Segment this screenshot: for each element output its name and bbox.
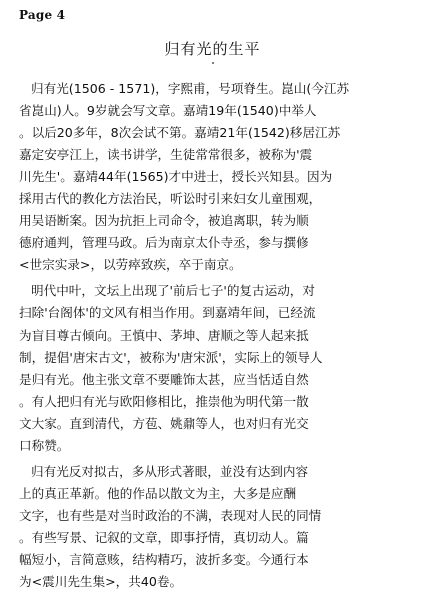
text-line: 省崑山)人。9岁就会写文章。嘉靖19年(1540)中举人	[19, 103, 317, 119]
text-line: <世宗实录>，以劳瘁致疾，卒于南京。	[19, 257, 242, 273]
text-line: 归有光反对拟古，多从形式著眼，並没有达到内容	[31, 463, 309, 479]
page-number: Page 4	[19, 8, 66, 22]
text-line: 。以后20多年，8次会试不第。嘉靖21年(1542)移居江苏	[19, 125, 341, 141]
scan-speck	[212, 62, 214, 64]
text-line: 制，提倡'唐宋古文'，被称为'唐宋派'，实际上的领导人	[19, 349, 323, 365]
text-line: 口称赞。	[19, 437, 70, 453]
text-line: 扫除'台阁体'的文风有相当作用。到嘉靖年间，已经流	[19, 305, 316, 321]
text-line: 採用古代的教化方法治民，听讼时引来妇女儿童围观，	[19, 191, 322, 207]
text-line: 为<震川先生集>，共40卷。	[19, 574, 183, 590]
text-line: 川先生'。嘉靖44年(1565)才中进士，授长兴知县。因为	[19, 169, 333, 185]
text-line: 。有些写景、记叙的文章，即事抒情，真切动人。篇	[19, 529, 309, 545]
page-title: 归有光的生平	[164, 40, 261, 58]
text-line: 明代中叶，文坛上出现了'前后七子'的复古运动，对	[31, 283, 315, 299]
paragraph-biography	[19, 78, 411, 276]
paragraph-works	[19, 461, 411, 593]
text-line: 嘉定安亭江上，读书讲学，生徒常常很多，被称为'震	[19, 147, 313, 163]
text-line: 上的真正革新。他的作品以散文为主，大多是应酬	[19, 485, 297, 501]
text-line: 德府通判，管理马政。后为南京太仆寺丞，参与撰修	[19, 235, 309, 251]
text-line: 文大家。直到清代，方苞、姚鼐等人，也对归有光交	[19, 415, 309, 431]
text-line: 归有光(1506 - 1571)，字熙甫，号项脊生。崑山(今江苏	[31, 81, 350, 96]
paragraph-literary-context	[19, 280, 411, 456]
text-line: 是归有光。他主张文章不要雕饰太甚，应当恬适自然	[19, 371, 309, 387]
text-line: 文字，也有些是对当时政治的不满，表现对人民的同情	[19, 507, 322, 523]
article-body	[19, 78, 411, 593]
text-line: 。有人把归有光与欧阳修相比，推崇他为明代第一散	[19, 393, 309, 409]
text-line: 幅短小，言简意赅，结构精巧，波折多变。今通行本	[19, 551, 309, 567]
text-line: 为盲目尊古倾向。王慎中、茅坤、唐顺之等人起来抵	[19, 327, 309, 343]
text-line: 用吴语断案。因为抗拒上司命令，被追离职，转为顺	[19, 213, 309, 229]
